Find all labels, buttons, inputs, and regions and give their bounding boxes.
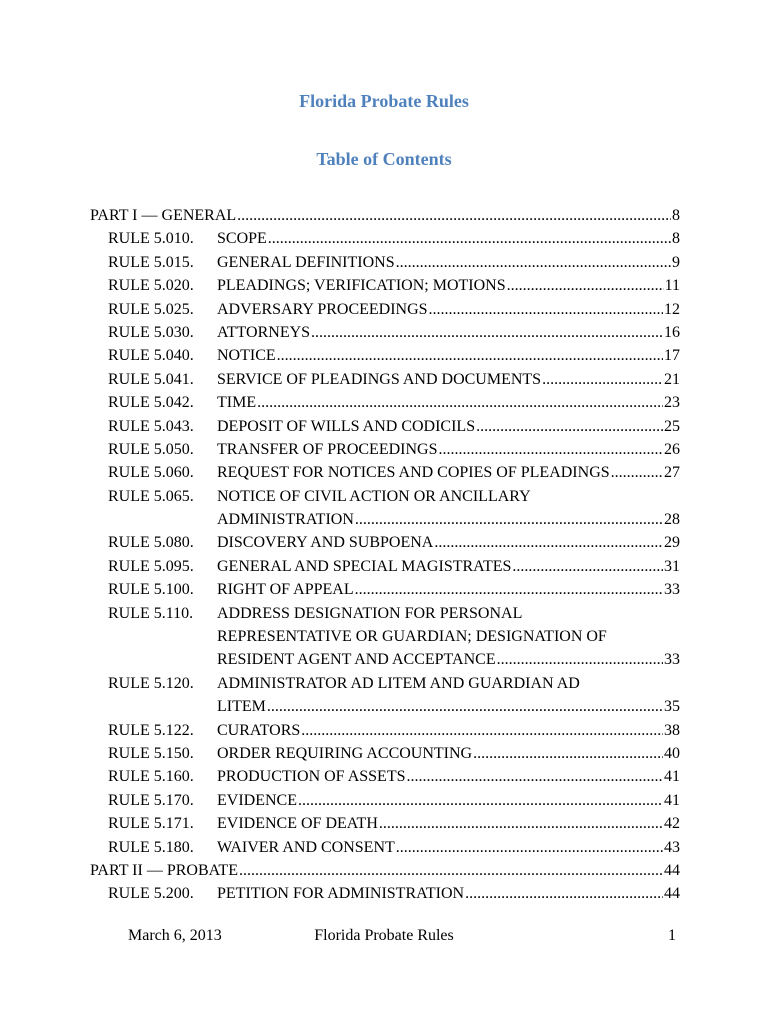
toc-dot-leader	[301, 719, 663, 742]
toc-entry-title: ADMINISTRATION	[217, 511, 354, 529]
toc-entry-title-line: ADMINISTRATOR AD LITEM AND GUARDIAN AD	[217, 674, 580, 692]
toc-entry-title: ADVERSARY PROCEEDINGS	[217, 300, 428, 318]
toc-rule-number: RULE 5.010.	[108, 230, 194, 248]
toc-dot-leader	[611, 461, 663, 484]
toc-entry-title: GENERAL AND SPECIAL MAGISTRATES	[217, 557, 512, 575]
toc-dot-leader	[406, 765, 663, 788]
toc-entry-title: DEPOSIT OF WILLS AND CODICILS	[217, 417, 476, 435]
toc-page-number: 44	[664, 861, 680, 879]
toc-page-number: 25	[664, 417, 680, 435]
toc-entry-title: WAIVER AND CONSENT	[217, 838, 395, 856]
toc-rule-number: RULE 5.080.	[108, 534, 194, 552]
toc-page-number: 9	[672, 253, 680, 271]
toc-page-number: 43	[664, 838, 680, 856]
toc-dot-leader	[507, 274, 664, 297]
toc-page-number: 35	[664, 698, 680, 716]
toc-rule-entry[interactable]	[90, 508, 680, 531]
toc-rule-entry[interactable]	[90, 836, 680, 859]
toc-rule-number: RULE 5.043.	[108, 417, 194, 435]
toc-rule-entry[interactable]	[90, 742, 680, 765]
toc-dot-leader	[473, 742, 663, 765]
toc-rule-entry[interactable]	[90, 765, 680, 788]
toc-rule-entry[interactable]	[90, 461, 680, 484]
toc-dot-leader	[512, 555, 663, 578]
toc-page-number: 44	[664, 885, 680, 903]
toc-entry-title: ATTORNEYS	[217, 323, 311, 341]
toc-entry-title: EVIDENCE	[217, 791, 297, 809]
toc-dot-leader	[379, 812, 663, 835]
toc-rule-number: RULE 5.120.	[108, 674, 194, 692]
toc-entry-title: SERVICE OF PLEADINGS AND DOCUMENTS	[217, 370, 542, 388]
toc-dot-leader	[311, 321, 663, 344]
toc-page-number: 33	[664, 651, 680, 669]
footer-page-number: 1	[668, 927, 676, 944]
toc-page-number: 40	[664, 744, 680, 762]
document-title: Florida Probate Rules	[299, 91, 469, 111]
toc-rule-entry[interactable]	[90, 438, 680, 461]
toc-rule-entry[interactable]	[90, 882, 680, 905]
toc-page-number: 29	[664, 534, 680, 552]
toc-rule-number: RULE 5.050.	[108, 440, 194, 458]
footer-title: Florida Probate Rules	[314, 927, 454, 944]
footer-date: March 6, 2013	[128, 927, 222, 944]
toc-dot-leader	[277, 344, 663, 367]
toc-rule-number: RULE 5.065.	[108, 487, 194, 505]
toc-rule-number: RULE 5.180.	[108, 838, 194, 856]
toc-dot-leader	[239, 859, 663, 882]
toc-rule-number: RULE 5.041.	[108, 370, 194, 388]
toc-rule-number: RULE 5.160.	[108, 768, 194, 786]
toc-entry-title: PRODUCTION OF ASSETS	[217, 768, 406, 786]
toc-rule-entry[interactable]	[90, 251, 680, 274]
toc-rule-number: RULE 5.030.	[108, 323, 194, 341]
toc-part-entry[interactable]	[90, 859, 680, 882]
toc-entry-line	[90, 485, 680, 508]
toc-rule-entry[interactable]	[90, 719, 680, 742]
toc-dot-leader	[438, 438, 663, 461]
toc-dot-leader	[355, 578, 663, 601]
toc-entry-title: ORDER REQUIRING ACCOUNTING	[217, 744, 473, 762]
toc-rule-entry[interactable]	[90, 555, 680, 578]
toc-page-number: 28	[664, 511, 680, 529]
toc-rule-entry[interactable]	[90, 274, 680, 297]
toc-rule-entry[interactable]	[90, 578, 680, 601]
toc-page-number: 31	[664, 557, 680, 575]
toc-entry-title-line: REPRESENTATIVE OR GUARDIAN; DESIGNATION OF	[217, 628, 607, 646]
toc-rule-number: RULE 5.122.	[108, 721, 194, 739]
toc-rule-entry[interactable]	[90, 298, 680, 321]
toc-rule-number: RULE 5.170.	[108, 791, 194, 809]
toc-part-entry[interactable]	[90, 204, 680, 227]
toc-rule-number: RULE 5.015.	[108, 253, 194, 271]
toc-entry-title: LITEM	[217, 698, 266, 716]
toc-entry-title: PETITION FOR ADMINISTRATION	[217, 885, 465, 903]
toc-rule-entry[interactable]	[90, 368, 680, 391]
toc-entry-title: REQUEST FOR NOTICES AND COPIES OF PLEADINGS	[217, 464, 610, 482]
toc-rule-number: RULE 5.020.	[108, 277, 194, 295]
toc-rule-number: RULE 5.042.	[108, 394, 194, 412]
toc-entry-title: DISCOVERY AND SUBPOENA	[217, 534, 434, 552]
toc-rule-number: RULE 5.060.	[108, 464, 194, 482]
toc-entry-line	[90, 602, 680, 625]
toc-rule-entry[interactable]	[90, 227, 680, 250]
toc-rule-number: RULE 5.095.	[108, 557, 194, 575]
toc-dot-leader	[257, 391, 663, 414]
toc-entry-title: TIME	[217, 394, 257, 412]
toc-rule-entry[interactable]	[90, 789, 680, 812]
toc-entry-title: PART II — PROBATE	[90, 861, 238, 879]
toc-entry-title-line: ADDRESS DESIGNATION FOR PERSONAL	[217, 604, 523, 622]
toc-entry-title: RESIDENT AGENT AND ACCEPTANCE	[217, 651, 496, 669]
toc-page-number: 26	[664, 440, 680, 458]
toc-entry-title: CURATORS	[217, 721, 301, 739]
table-of-contents	[90, 204, 680, 906]
toc-page-number: 21	[664, 370, 680, 388]
toc-page-number: 33	[664, 581, 680, 599]
toc-entry-title: SCOPE	[217, 230, 267, 248]
toc-entry-title: PART I — GENERAL	[90, 207, 237, 224]
toc-dot-leader	[267, 695, 663, 718]
toc-page-number: 27	[664, 464, 680, 482]
toc-rule-number: RULE 5.110.	[108, 604, 194, 622]
toc-rule-entry[interactable]	[90, 391, 680, 414]
toc-entry-title: EVIDENCE OF DEATH	[217, 815, 378, 833]
toc-page-number: 11	[664, 277, 680, 295]
toc-entry-title: RIGHT OF APPEAL	[217, 581, 354, 599]
toc-rule-number: RULE 5.100.	[108, 581, 194, 599]
toc-page-number: 42	[664, 815, 680, 833]
toc-page-number: 41	[664, 791, 680, 809]
toc-rule-number: RULE 5.025.	[108, 300, 194, 318]
toc-dot-leader	[542, 368, 663, 391]
toc-dot-leader	[355, 508, 663, 531]
toc-entry-title: PLEADINGS; VERIFICATION; MOTIONS	[217, 277, 506, 295]
toc-page-number: 8	[672, 207, 680, 224]
toc-dot-leader	[476, 415, 663, 438]
toc-heading: Table of Contents	[316, 149, 452, 169]
toc-rule-number: RULE 5.171.	[108, 815, 194, 833]
toc-dot-leader	[396, 836, 663, 859]
toc-rule-entry[interactable]	[90, 812, 680, 835]
toc-dot-leader	[298, 789, 663, 812]
toc-rule-number: RULE 5.040.	[108, 347, 194, 365]
toc-dot-leader	[268, 227, 671, 250]
toc-page-number: 17	[664, 347, 680, 365]
toc-entry-title-line: NOTICE OF CIVIL ACTION OR ANCILLARY	[217, 487, 531, 505]
toc-entry-title: NOTICE	[217, 347, 276, 365]
toc-dot-leader	[465, 882, 663, 905]
toc-rule-entry[interactable]	[90, 531, 680, 554]
toc-entry-title: GENERAL DEFINITIONS	[217, 253, 395, 271]
toc-dot-leader	[237, 204, 671, 227]
toc-rule-number: RULE 5.200.	[108, 885, 194, 903]
toc-entry-line	[90, 672, 680, 695]
toc-page-number: 12	[664, 300, 680, 318]
toc-page-number: 38	[664, 721, 680, 739]
toc-rule-entry[interactable]	[90, 321, 680, 344]
toc-entry-title: TRANSFER OF PROCEEDINGS	[217, 440, 438, 458]
toc-rule-entry[interactable]	[90, 648, 680, 671]
toc-entry-line	[90, 625, 680, 648]
toc-dot-leader	[497, 648, 663, 671]
toc-dot-leader	[396, 251, 671, 274]
toc-rule-entry[interactable]	[90, 415, 680, 438]
toc-page-number: 23	[664, 394, 680, 412]
toc-page-number: 41	[664, 768, 680, 786]
toc-rule-entry[interactable]	[90, 344, 680, 367]
toc-page-number: 8	[672, 230, 680, 248]
toc-dot-leader	[429, 298, 663, 321]
toc-rule-entry[interactable]	[90, 695, 680, 718]
toc-rule-number: RULE 5.150.	[108, 744, 194, 762]
toc-page-number: 16	[664, 323, 680, 341]
toc-dot-leader	[434, 531, 663, 554]
